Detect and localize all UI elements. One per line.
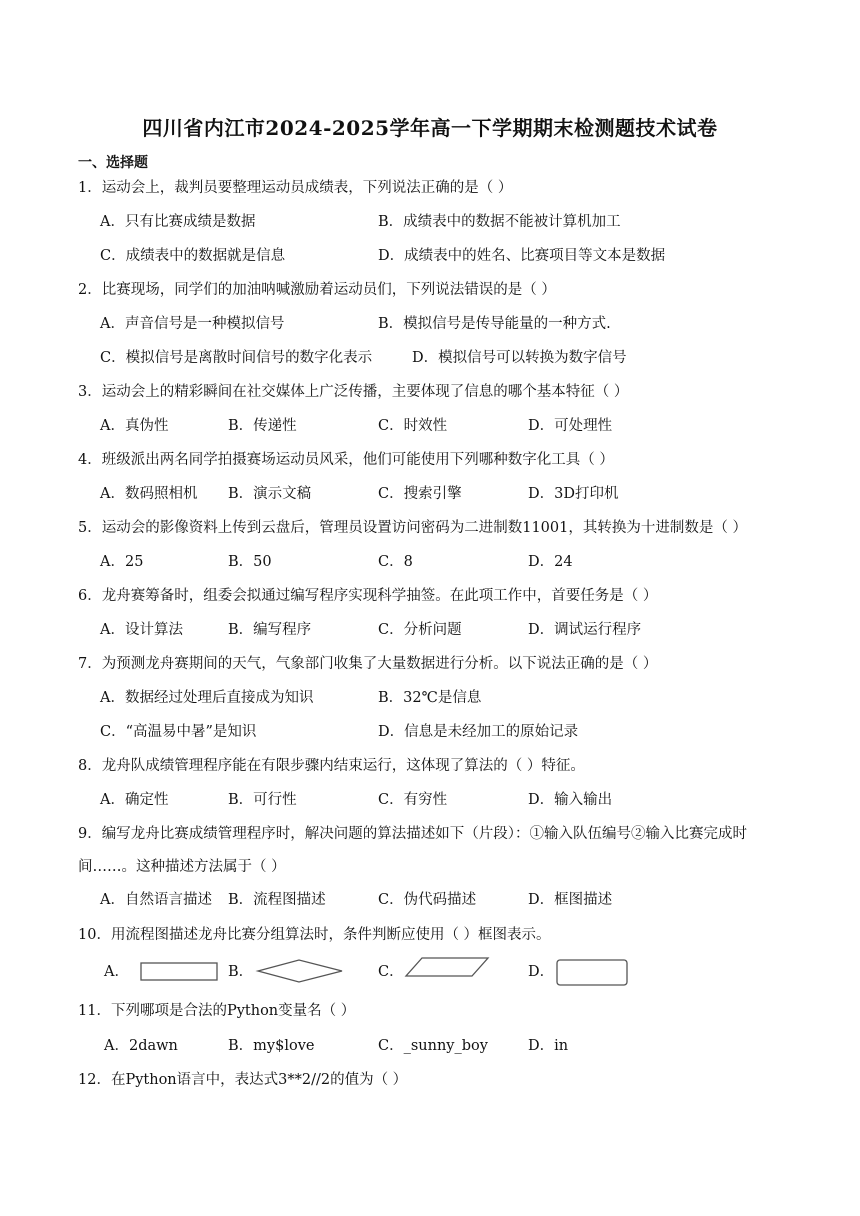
q6-option-b: B．编写程序 bbox=[228, 622, 312, 638]
question-2: 2．比赛现场，同学们的加油呐喊激励着运动员们，下列说法错误的是（ ） bbox=[78, 282, 556, 298]
q10-option-c: C． bbox=[378, 964, 404, 980]
q9-option-d: D．框图描述 bbox=[528, 892, 613, 908]
q11-option-d: D．in bbox=[528, 1038, 569, 1054]
q5-option-d: D．24 bbox=[528, 554, 573, 570]
question-9: 9．编写龙舟比赛成绩管理程序时，解决问题的算法描述如下（片段）：①输入队伍编号②输入比赛完成时间……。这种描述方法属于（ ） bbox=[78, 826, 747, 875]
q2-option-d: D．模拟信号可以转换为数字信号 bbox=[412, 350, 627, 366]
rounded-rectangle-shape-icon bbox=[556, 958, 630, 988]
q3-option-d: D．可处理性 bbox=[528, 418, 613, 434]
q1-option-c: C．成绩表中的数据就是信息 bbox=[100, 248, 286, 264]
q4-option-b: B．演示文稿 bbox=[228, 486, 312, 502]
q3-option-b: B．传递性 bbox=[228, 418, 297, 434]
section-heading: 一、选择题 bbox=[78, 155, 148, 171]
q5-option-b: B．50 bbox=[228, 554, 272, 570]
question-4: 4．班级派出两名同学拍摄赛场运动员风采，他们可能使用下列哪种数字化工具（ ） bbox=[78, 452, 614, 468]
q8-option-b: B．可行性 bbox=[228, 792, 297, 808]
q8-option-d: D．输入输出 bbox=[528, 792, 613, 808]
q9-option-c: C．伪代码描述 bbox=[378, 892, 477, 908]
q11-option-a: A．2dawn bbox=[104, 1038, 178, 1054]
question-3: 3．运动会上的精彩瞬间在社交媒体上广泛传播，主要体现了信息的哪个基本特征（ ） bbox=[78, 384, 629, 400]
parallelogram-shape-icon bbox=[404, 956, 490, 980]
q10-option-b: B． bbox=[228, 964, 254, 980]
q3-option-c: C．时效性 bbox=[378, 418, 448, 434]
q5-option-c: C．8 bbox=[378, 554, 413, 570]
q1-option-d: D．成绩表中的姓名、比赛项目等文本是数据 bbox=[378, 248, 666, 264]
q11-option-c: C．_sunny_boy bbox=[378, 1038, 488, 1054]
q3-option-a: A．真伪性 bbox=[100, 418, 169, 434]
diamond-shape-icon bbox=[256, 958, 346, 984]
q1-option-b: B．成绩表中的数据不能被计算机加工 bbox=[378, 214, 621, 230]
q9-option-b: B．流程图描述 bbox=[228, 892, 326, 908]
q7-option-d: D．信息是未经加工的原始记录 bbox=[378, 724, 579, 740]
question-1: 1．运动会上，裁判员要整理运动员成绩表，下列说法正确的是（ ） bbox=[78, 180, 513, 196]
q4-option-c: C．搜索引擎 bbox=[378, 486, 462, 502]
q7-option-a: A．数据经过处理后直接成为知识 bbox=[100, 690, 314, 706]
q10-option-d: D． bbox=[528, 964, 555, 980]
q8-option-a: A．确定性 bbox=[100, 792, 169, 808]
q8-option-c: C．有穷性 bbox=[378, 792, 448, 808]
question-7: 7．为预测龙舟赛期间的天气，气象部门收集了大量数据进行分析。以下说法正确的是（ ） bbox=[78, 656, 658, 672]
q6-option-c: C．分析问题 bbox=[378, 622, 462, 638]
q9-option-a: A．自然语言描述 bbox=[100, 892, 212, 908]
q4-option-d: D．3D打印机 bbox=[528, 486, 619, 502]
q4-option-a: A．数码照相机 bbox=[100, 486, 198, 502]
q1-option-a: A．只有比赛成绩是数据 bbox=[100, 214, 256, 230]
q6-option-a: A．设计算法 bbox=[100, 622, 183, 638]
rectangle-shape-icon bbox=[140, 961, 220, 983]
question-11: 11．下列哪项是合法的Python变量名（ ） bbox=[78, 1003, 356, 1019]
q11-option-b: B．my$love bbox=[228, 1038, 315, 1054]
q2-option-c: C．模拟信号是离散时间信号的数字化表示 bbox=[100, 350, 373, 366]
question-8: 8．龙舟队成绩管理程序能在有限步骤内结束运行，这体现了算法的（ ）特征。 bbox=[78, 758, 585, 774]
q10-option-a: A． bbox=[104, 964, 129, 980]
q7-option-c: C．“高温易中暑”是知识 bbox=[100, 724, 257, 740]
q7-option-b: B．32℃是信息 bbox=[378, 690, 482, 706]
q2-option-b: B．模拟信号是传导能量的一种方式. bbox=[378, 316, 611, 332]
question-6: 6．龙舟赛筹备时，组委会拟通过编写程序实现科学抽签。在此项工作中，首要任务是（ ） bbox=[78, 588, 658, 604]
question-5: 5．运动会的影像资料上传到云盘后，管理员设置访问密码为二进制数11001，其转换为十进制数是（ ） bbox=[78, 520, 747, 536]
q2-option-a: A．声音信号是一种模拟信号 bbox=[100, 316, 285, 332]
question-10: 10．用流程图描述龙舟比赛分组算法时，条件判断应使用（ ）框图表示。 bbox=[78, 927, 551, 943]
exam-title: 四川省内江市2024-2025学年高一下学期期末检测题技术试卷 bbox=[142, 116, 718, 140]
question-12: 12．在Python语言中，表达式3**2//2的值为（ ） bbox=[78, 1072, 408, 1088]
q6-option-d: D．调试运行程序 bbox=[528, 622, 642, 638]
q5-option-a: A．25 bbox=[100, 554, 144, 570]
